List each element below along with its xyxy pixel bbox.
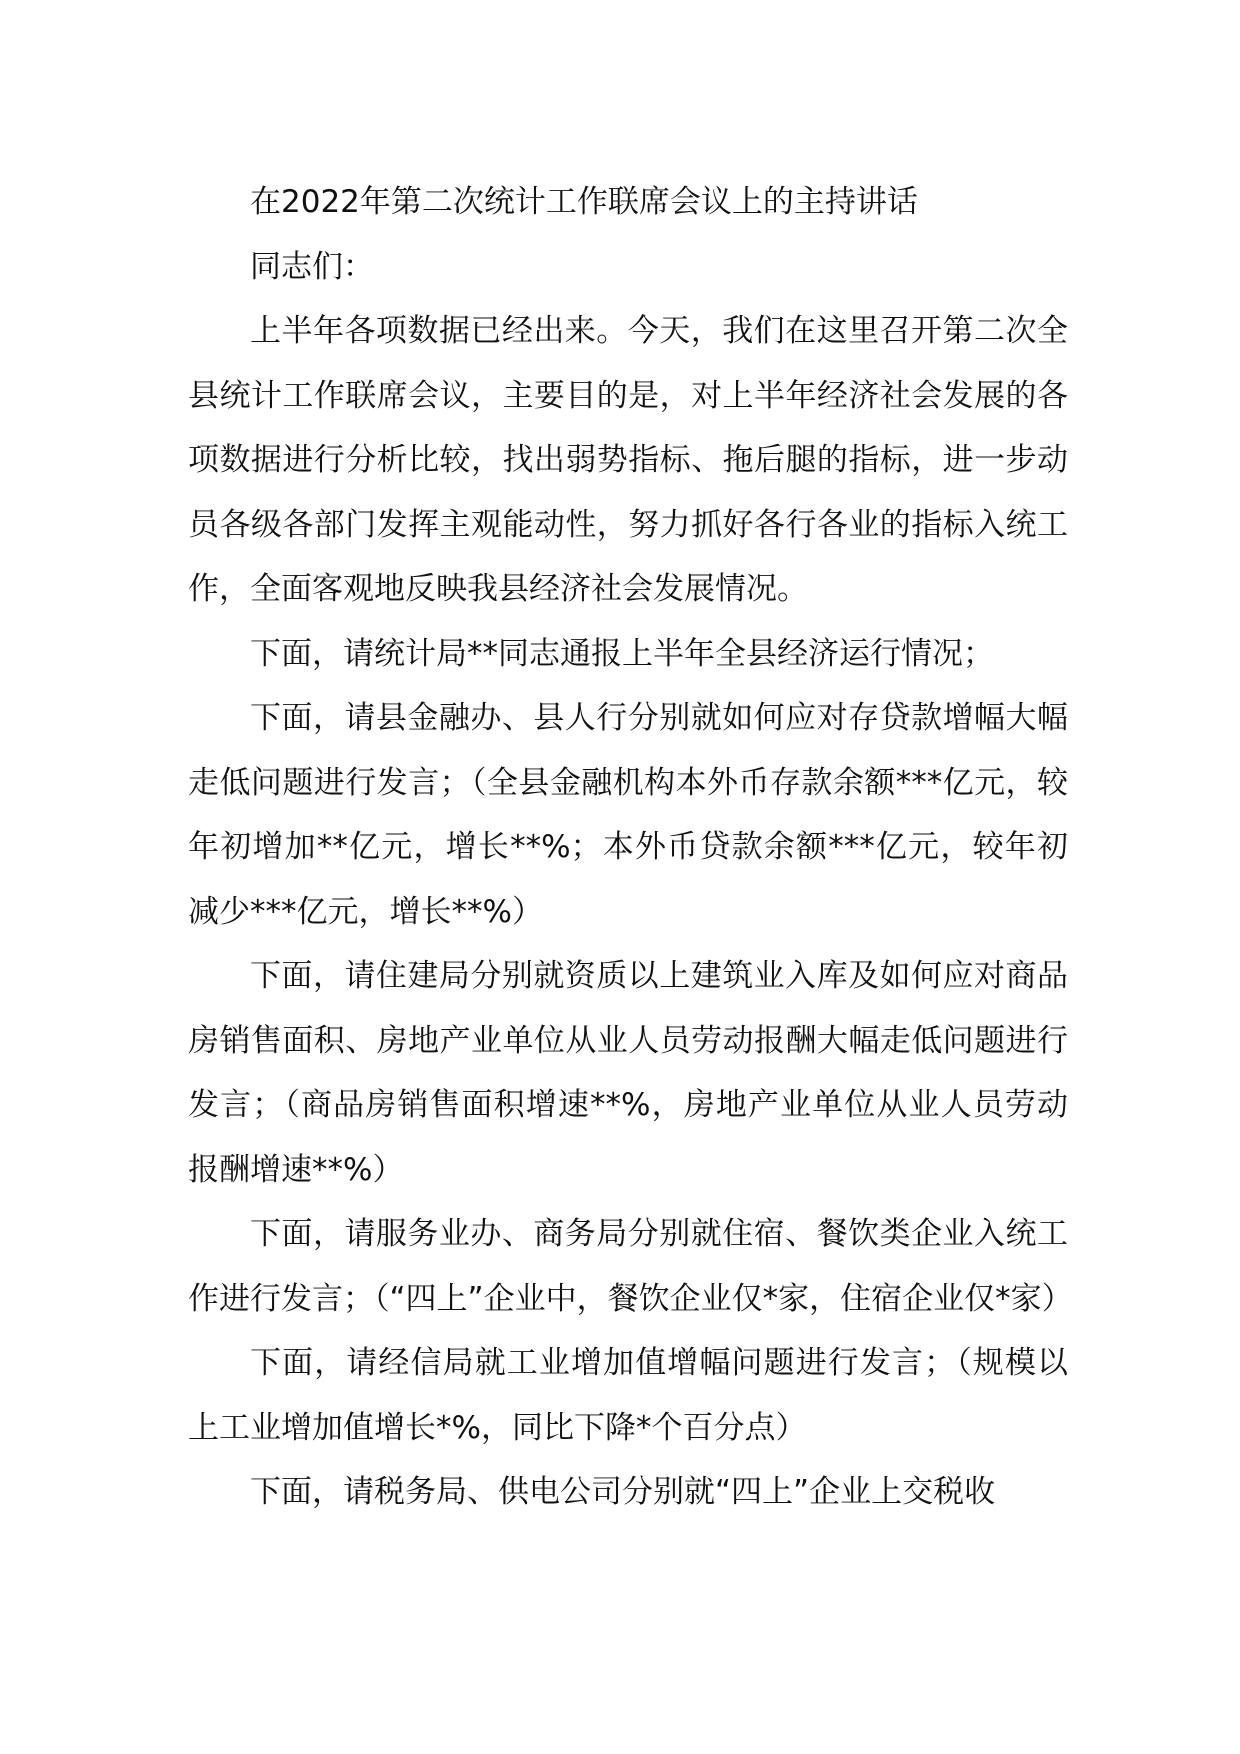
paragraph-finance: 下面，请县金融办、县人行分别就如何应对存贷款增幅大幅走低问题进行发言；（全县金融机构本外币存款余额***亿元，较年初增加**亿元，增长**%；本外币贷款余额***亿元，较年初减少***亿元，增长**%） — [188, 700, 1068, 930]
paragraph-statistics-bureau: 下面，请统计局**同志通报上半年全县经济运行情况； — [250, 635, 994, 672]
document-body — [188, 170, 1073, 1525]
document-title: 在2022年第二次统计工作联席会议上的主持讲话 — [250, 184, 918, 220]
paragraph-industry: 下面，请经信局就工业增加值增幅问题进行发言；（规模以上工业增加值增长*%，同比下降*个百分点） — [188, 1345, 1068, 1446]
paragraph-housing: 下面，请住建局分别就资质以上建筑业入库及如何应对商品房销售面积、房地产业单位从业人员劳动报酬大幅走低问题进行发言；（商品房销售面积增速**%，房地产业单位从业人员劳动报酬增速**%） — [188, 958, 1068, 1188]
paragraph-tax-power: 下面，请税务局、供电公司分别就“四上”企业上交税收 — [250, 1474, 996, 1510]
paragraph-opening: 上半年各项数据已经出来。今天，我们在这里召开第二次全县统计工作联席会议，主要目的是，对上半年经济社会发展的各项数据进行分析比较，找出弱势指标、拖后腿的指标，进一步动员各级各部门发挥主观能动性，努力抓好各行各业的指标入统工作，全面客观地反映我县经济社会发展情况。 — [188, 313, 1068, 607]
paragraph-service-commerce: 下面，请服务业办、商务局分别就住宿、餐饮类企业入统工作进行发言；（“四上”企业中，餐饮企业仅*家，住宿企业仅*家） — [188, 1216, 1073, 1317]
salutation: 同志们： — [250, 248, 374, 285]
